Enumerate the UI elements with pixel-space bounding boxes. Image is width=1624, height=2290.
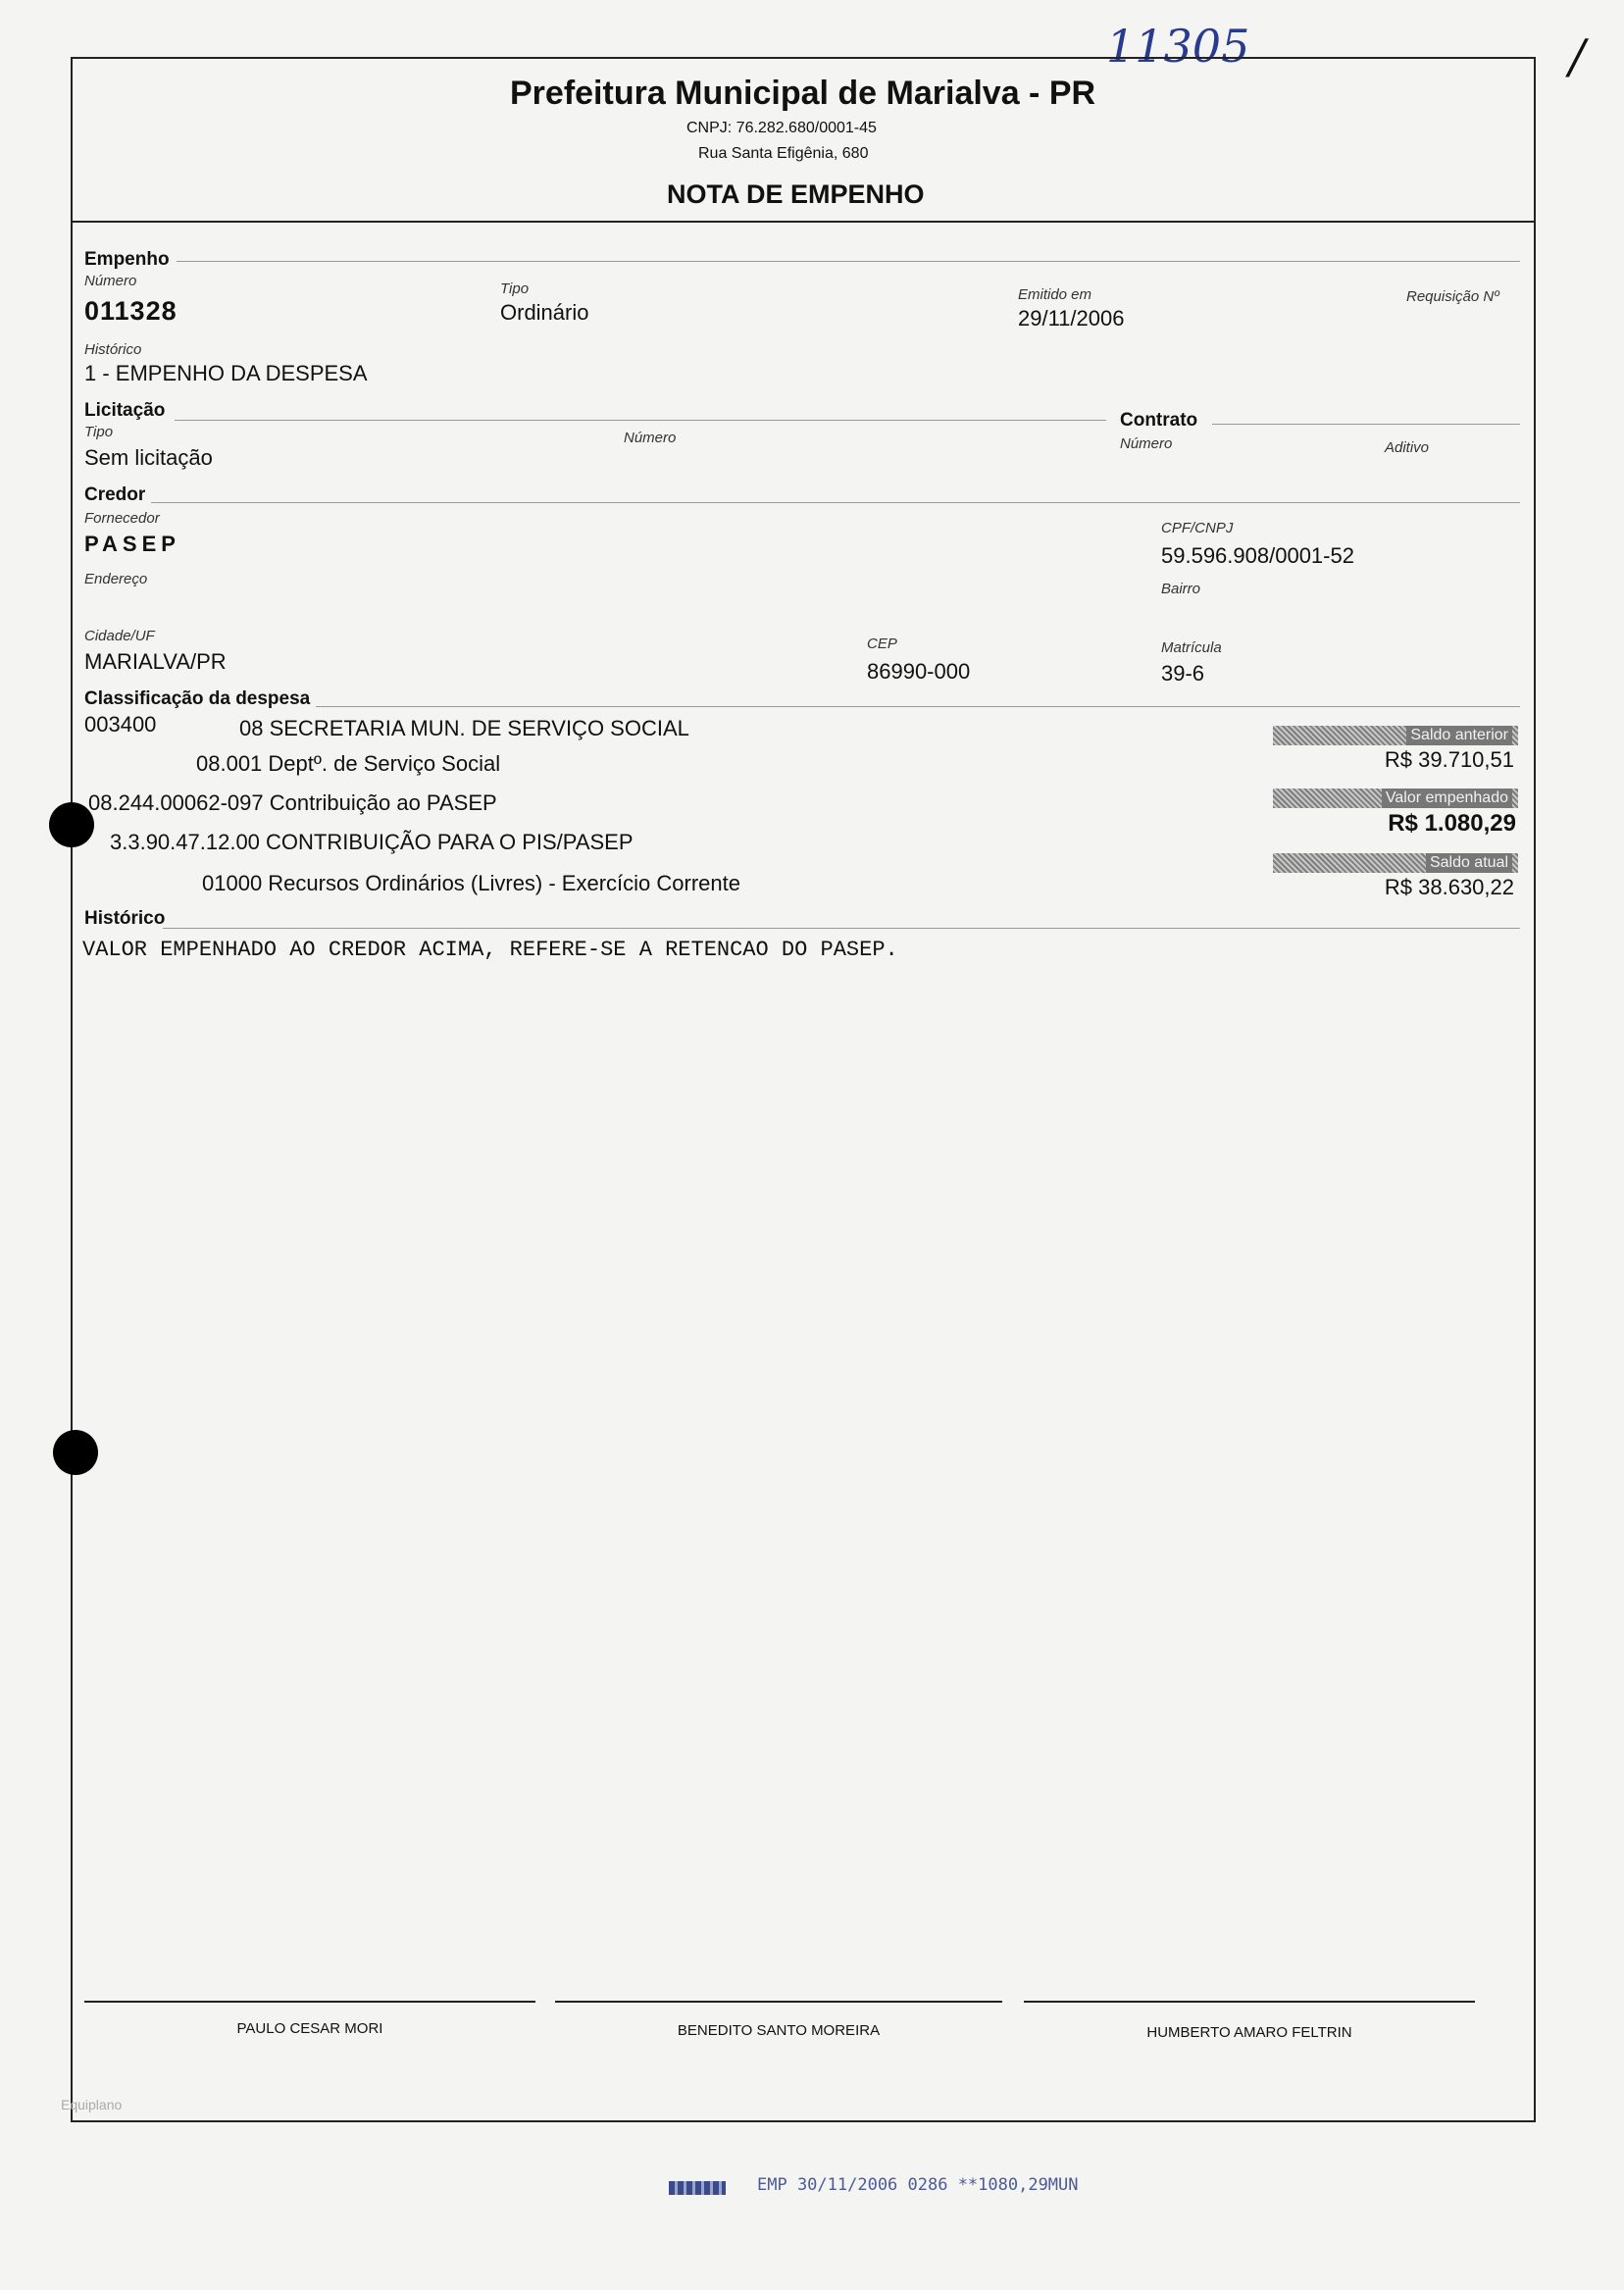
empenho-historico: 1 - EMPENHO DA DESPESA <box>84 361 368 385</box>
historico-section-title: Histórico <box>84 908 166 929</box>
signature-line-2 <box>555 2001 1002 2003</box>
empenho-historico-label: Histórico <box>84 341 142 358</box>
signature-line-3 <box>1024 2001 1475 2003</box>
footer-stamp-logo <box>669 2181 726 2195</box>
fornecedor-value: PASEP <box>84 532 180 556</box>
cpf-cnpj-value: 59.596.908/0001-52 <box>1161 543 1354 568</box>
saldo-anterior-bar <box>1273 726 1518 745</box>
licitacao-rule <box>175 420 1106 421</box>
classificacao-code: 003400 <box>84 712 157 737</box>
cidade-label: Cidade/UF <box>84 628 155 644</box>
licitacao-section-title: Licitação <box>84 400 166 421</box>
empenho-section-title: Empenho <box>84 249 170 270</box>
licitacao-numero-label: Número <box>624 430 677 446</box>
emitido-label: Emitido em <box>1018 286 1092 303</box>
page-title: Prefeitura Municipal de Marialva - PR <box>510 75 1096 112</box>
classificacao-rule <box>316 706 1520 707</box>
saldo-atual-value: R$ 38.630,22 <box>1384 875 1514 899</box>
endereco-label: Endereço <box>84 571 148 587</box>
empenho-tipo: Ordinário <box>500 300 589 325</box>
saldo-atual-bar <box>1273 853 1518 873</box>
document-title: NOTA DE EMPENHO <box>667 179 925 209</box>
valor-empenhado-value: R$ 1.080,29 <box>1388 810 1516 837</box>
empenho-numero-label: Número <box>84 273 137 289</box>
punch-hole-top <box>49 802 94 847</box>
signature-name-3: HUMBERTO AMARO FELTRIN <box>1146 2024 1352 2041</box>
contrato-section-title: Contrato <box>1120 410 1198 431</box>
cnpj-text: CNPJ: 76.282.680/0001-45 <box>686 120 877 136</box>
punch-hole-bottom <box>53 1430 98 1475</box>
emitido-date: 29/11/2006 <box>1018 306 1125 331</box>
saldo-anterior-value: R$ 39.710,51 <box>1384 747 1514 772</box>
empenho-numero: 011328 <box>84 296 178 326</box>
cep-label: CEP <box>867 636 897 652</box>
licitacao-tipo-label: Tipo <box>84 424 114 440</box>
handwritten-mark: / <box>1569 29 1586 84</box>
bairro-label: Bairro <box>1161 581 1201 597</box>
cpf-cnpj-label: CPF/CNPJ <box>1161 520 1234 536</box>
classificacao-section-title: Classificação da despesa <box>84 688 311 709</box>
footer-stamp-text: EMP 30/11/2006 0286 **1080,29MUN <box>757 2175 1079 2195</box>
signature-name-2: BENEDITO SANTO MOREIRA <box>677 2022 881 2039</box>
recurso: 01000 Recursos Ordinários (Livres) - Exercício Corrente <box>202 871 740 895</box>
credor-section-title: Credor <box>84 484 146 505</box>
saldo-anterior-label: Saldo anterior <box>1406 726 1512 745</box>
secretaria: 08 SECRETARIA MUN. DE SERVIÇO SOCIAL <box>239 716 689 740</box>
programa: 08.244.00062-097 Contribuição ao PASEP <box>88 790 497 815</box>
address-text: Rua Santa Efigênia, 680 <box>698 145 869 162</box>
cep-value: 86990-000 <box>867 659 971 684</box>
fornecedor-label: Fornecedor <box>84 510 160 527</box>
requisicao-label: Requisição Nº <box>1406 288 1499 305</box>
signature-line-1 <box>84 2001 535 2003</box>
elemento-despesa: 3.3.90.47.12.00 CONTRIBUIÇÃO PARA O PIS/PASEP <box>110 830 634 854</box>
empenho-tipo-label: Tipo <box>500 280 530 297</box>
contrato-numero-label: Número <box>1120 435 1173 452</box>
contrato-rule <box>1212 424 1520 425</box>
cidade-value: MARIALVA/PR <box>84 649 227 674</box>
historico-rule <box>163 928 1520 929</box>
matricula-value: 39-6 <box>1161 661 1205 686</box>
departamento: 08.001 Deptº. de Serviço Social <box>196 751 501 776</box>
historico-text: VALOR EMPENHADO AO CREDOR ACIMA, REFERE-SE A RETENCAO DO PASEP. <box>82 938 898 962</box>
header-divider <box>71 221 1536 223</box>
signature-name-1: PAULO CESAR MORI <box>236 2020 383 2037</box>
matricula-label: Matrícula <box>1161 639 1222 656</box>
licitacao-tipo: Sem licitação <box>84 445 213 470</box>
empenho-rule <box>177 261 1520 262</box>
credor-rule <box>151 502 1520 503</box>
saldo-atual-label: Saldo atual <box>1426 853 1512 873</box>
valor-empenhado-bar <box>1273 789 1518 808</box>
handwritten-page-number: 11305 <box>1106 20 1250 73</box>
contrato-aditivo-label: Aditivo <box>1385 439 1430 456</box>
software-watermark: Equiplano <box>61 2097 123 2112</box>
valor-empenhado-label: Valor empenhado <box>1382 789 1512 808</box>
